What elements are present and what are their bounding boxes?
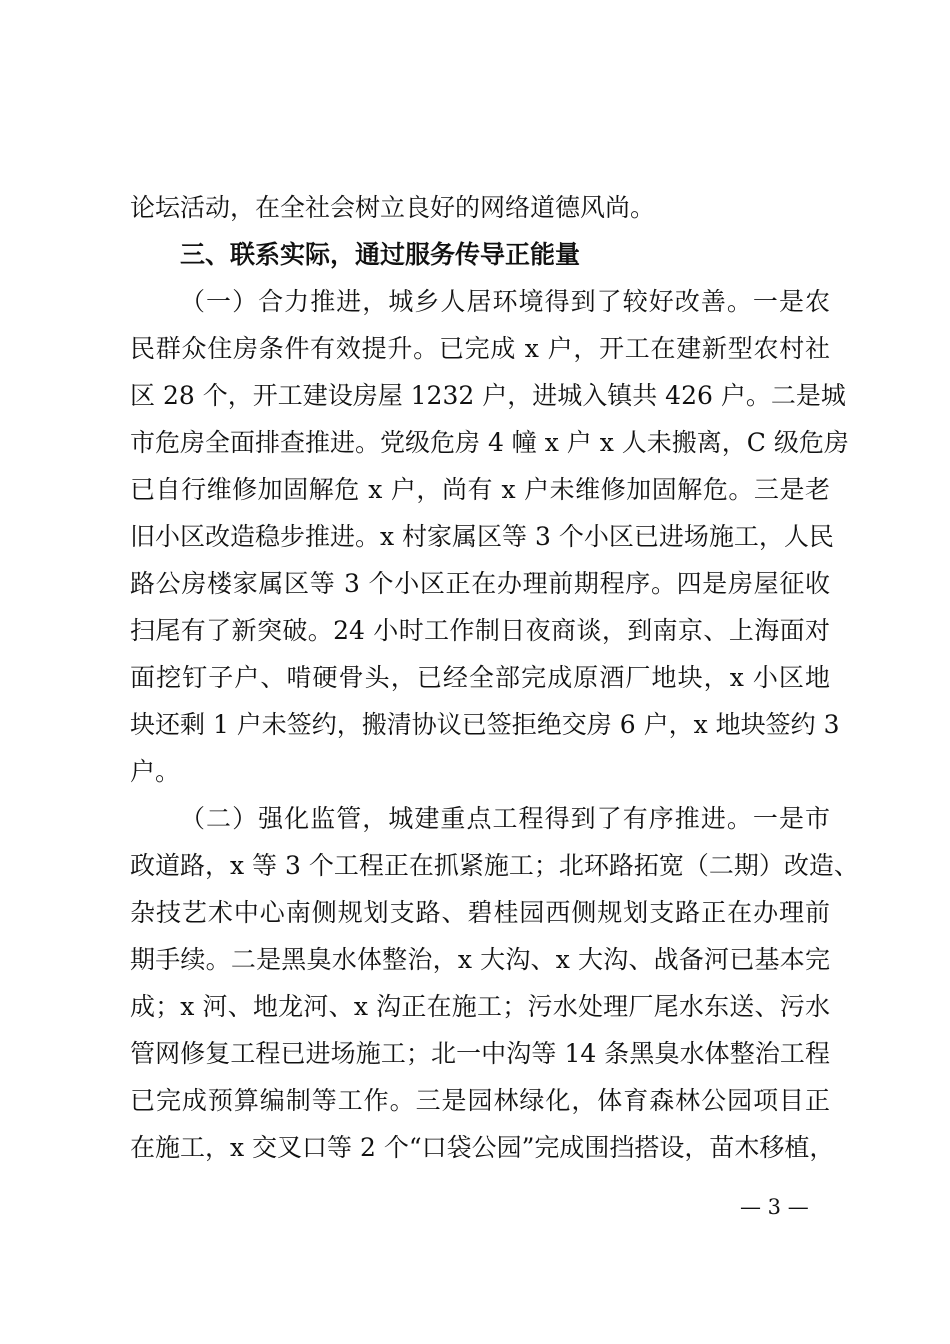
paragraph-line: 块还剩 1 户未签约，搬清协议已签拒绝交房 6 户，x 地块签约 3 bbox=[130, 710, 840, 739]
paragraph-line: 在施工，x 交叉口等 2 个“口袋公园”完成围挡搭设，苗木移植， bbox=[130, 1133, 835, 1162]
paragraph-line: 政道路，x 等 3 个工程正在抓紧施工；北环路拓宽（二期）改造、 bbox=[130, 851, 859, 880]
paragraph-line: 区 28 个，开工建设房屋 1232 户，进城入镇共 426 户。二是城 bbox=[130, 381, 846, 410]
paragraph-line: 成；x 河、地龙河、x 沟正在施工；污水处理厂尾水东送、污水 bbox=[130, 992, 830, 1021]
paragraph-line: （二）强化监管，城建重点工程得到了有序推进。一是市 bbox=[180, 804, 830, 833]
paragraph-line: 已完成预算编制等工作。三是园林绿化，体育森林公园项目正 bbox=[130, 1086, 830, 1115]
paragraph-line: 期手续。二是黑臭水体整治，x 大沟、x 大沟、战备河已基本完 bbox=[130, 945, 830, 974]
paragraph-line: 已自行维修加固解危 x 户，尚有 x 户未维修加固解危。三是老 bbox=[130, 475, 830, 504]
paragraph-line: 扫尾有了新突破。24 小时工作制日夜商谈，到南京、上海面对 bbox=[130, 616, 830, 645]
paragraph-line: 面挖钉子户、啃硬骨头，已经全部完成原酒厂地块，x 小区地 bbox=[130, 663, 830, 692]
paragraph-line: 旧小区改造稳步推进。x 村家属区等 3 个小区已进场施工，人民 bbox=[130, 522, 834, 551]
paragraph-line: 管网修复工程已进场施工；北一中沟等 14 条黑臭水体整治工程 bbox=[130, 1039, 830, 1068]
paragraph-line: 杂技艺术中心南侧规划支路、碧桂园西侧规划支路正在办理前 bbox=[130, 898, 830, 927]
paragraph-line: 路公房楼家属区等 3 个小区正在办理前期程序。四是房屋征收 bbox=[130, 569, 830, 598]
paragraph-line: 市危房全面排查推进。党级危房 4 幢 x 户 x 人未搬离，C 级危房 bbox=[130, 428, 849, 457]
section-heading: 三、联系实际，通过服务传导正能量 bbox=[180, 240, 581, 269]
paragraph-line: 论坛活动，在全社会树立良好的网络道德风尚。 bbox=[130, 193, 656, 222]
paragraph-line: 民群众住房条件有效提升。已完成 x 户，开工在建新型农村社 bbox=[130, 334, 830, 363]
page-number: — 3 — bbox=[740, 1195, 809, 1219]
paragraph-line: （一）合力推进，城乡人居环境得到了较好改善。一是农 bbox=[180, 287, 830, 316]
paragraph-line: 户。 bbox=[130, 757, 181, 786]
